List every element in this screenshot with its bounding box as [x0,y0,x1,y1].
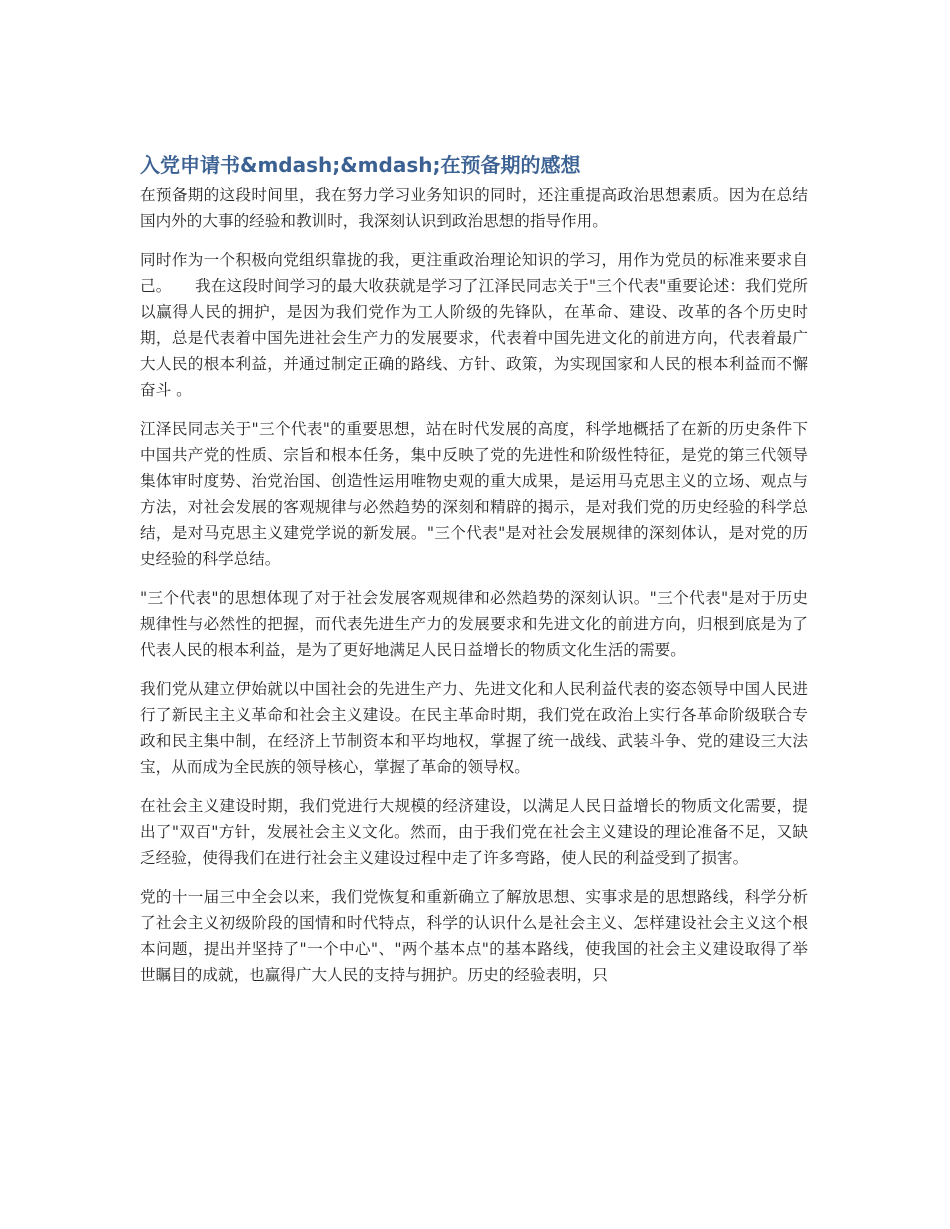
paragraph-6: 在社会主义建设时期，我们党进行大规模的经济建设，以满足人民日益增长的物质文化需要，提出了"双百"方针，发展社会主义文化。然而，由于我们党在社会主义建设的理论准备不足，又缺乏经验，使得我们在进行社会主义建设过程中走了许多弯路，使人民的利益受到了损害。 [140,797,808,867]
paragraph-7: 党的十一届三中全会以来，我们党恢复和重新确立了解放思想、实事求是的思想路线，科学分析了社会主义初级阶段的国情和时代特点，科学的认识什么是社会主义、怎样建设社会主义这个根本问题，提出并坚持了"一个中心"、"两个基本点"的基本路线，使我国的社会主义建设取得了举世瞩目的成就，也赢得广大人民的支持与拥护。历史的经验表明，只 [140,888,808,984]
paragraph-4: "三个代表"的思想体现了对于社会发展客观规律和必然趋势的深刻认识。"三个代表"是对于历史规律性与必然性的把握，而代表先进生产力的发展要求和先进文化的前进方向，归根到底是为了代表人民的根本利益，是为了更好地满足人民日益增长的物质文化生活的需要。 [140,589,808,659]
paragraph-5: 我们党从建立伊始就以中国社会的先进生产力、先进文化和人民利益代表的姿态领导中国人民进行了新民主主义革命和社会主义建设。在民主革命时期，我们党在政治上实行各革命阶级联合专政和民主集中制，在经济上节制资本和平均地权，掌握了统一战线、武装斗争、党的建设三大法宝，从而成为全民族的领导核心，掌握了革命的领导权。 [140,680,808,776]
paragraph-3: 江泽民同志关于"三个代表"的重要思想，站在时代发展的高度，科学地概括了在新的历史条件下中国共产党的性质、宗旨和根本任务，集中反映了党的先进性和阶级性特征，是党的第三代领导集体审时度势、治党治国、创造性运用唯物史观的重大成果，是运用马克思主义的立场、观点与方法，对社会发展的客观规律与必然趋势的深刻和精辟的揭示，是对我们党的历史经验的科学总结，是对马克思主义建党学说的新发展。"三个代表"是对社会发展规律的深刻体认，是对党的历史经验的科学总结。 [140,420,808,568]
document-title: 入党申请书&mdash;&mdash;在预备期的感想 [140,153,581,177]
paragraph-1: 在预备期的这段时间里，我在努力学习业务知识的同时，还注重提高政治思想素质。因为在总结国内外的大事的经验和教训时，我深刻认识到政治思想的指导作用。 [140,186,808,230]
document-page [140,148,808,1001]
paragraph-2: 同时作为一个积极向党组织靠拢的我，更注重政治理论知识的学习，用作为党员的标准来要求自己。 我在这段时间学习的最大收获就是学习了江泽民同志关于"三个代表"重要论述：我们党所以赢得人民的拥护，是因为我们党作为工人阶级的先锋队，在革命、建设、改革的各个历史时期，总是代表着中国先进社会生产力的发展要求，代表着中国先进文化的前进方向，代表着最广大人民的根本利益，并通过制定正确的路线、方针、政策，为实现国家和人民的根本利益而不懈奋斗 。 [140,251,808,399]
